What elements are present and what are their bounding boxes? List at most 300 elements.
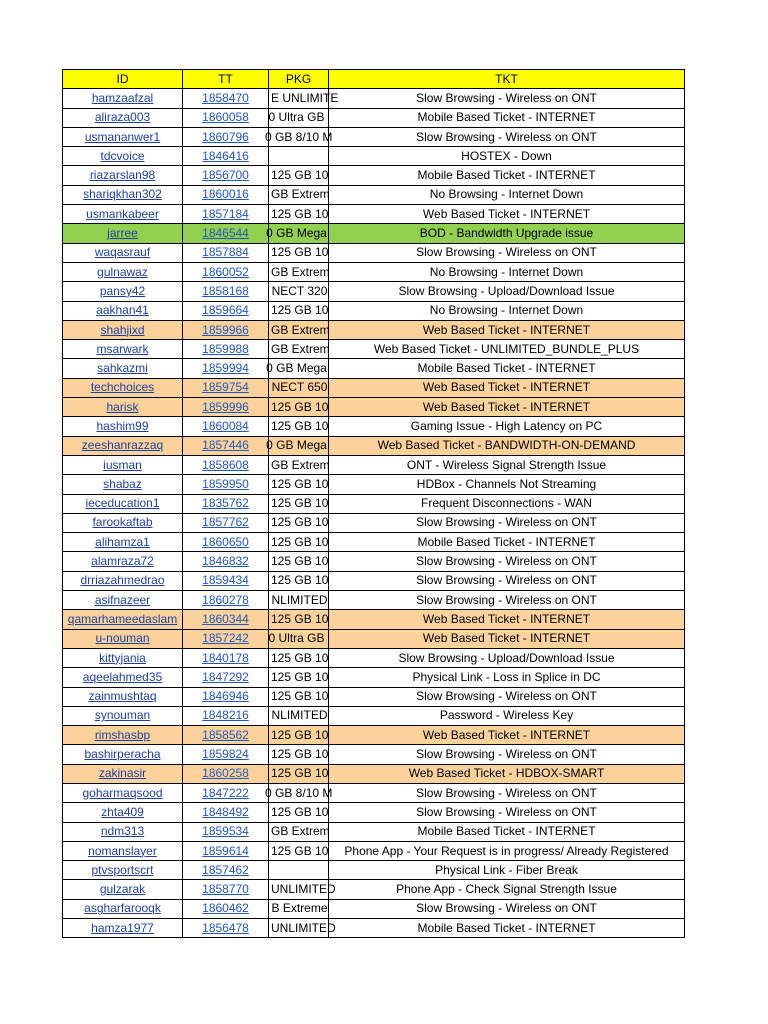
cell-pkg[interactable] [269, 262, 329, 281]
ticket-number-link[interactable]: 1859534 [202, 824, 249, 839]
cell-tkt[interactable] [329, 899, 685, 918]
cell-tt[interactable] [183, 822, 269, 841]
cell-tkt[interactable] [329, 417, 685, 436]
ticket-number-link[interactable]: 1848492 [202, 804, 249, 819]
cell-pkg[interactable] [269, 398, 329, 417]
cell-tkt[interactable] [329, 706, 685, 725]
cell-id[interactable] [63, 687, 183, 706]
cell-pkg[interactable] [269, 494, 329, 513]
package-text: 125 GB 10 [271, 206, 329, 221]
cell-tt[interactable] [183, 127, 269, 146]
package-text: 0 Ultra GB [268, 631, 325, 646]
cell-pkg[interactable] [269, 745, 329, 764]
cell-id[interactable] [63, 89, 183, 108]
cell-pkg[interactable] [269, 147, 329, 166]
cell-id[interactable] [63, 243, 183, 262]
user-id-link[interactable]: drriazahmedrao [80, 573, 165, 588]
cell-tkt[interactable] [329, 668, 685, 687]
table-row [63, 687, 685, 706]
cell-tt[interactable] [183, 320, 269, 339]
table-row [63, 764, 685, 783]
user-id-link[interactable]: bashirperacha [84, 747, 161, 762]
user-id-link[interactable]: riazarslan98 [89, 168, 156, 183]
cell-pkg[interactable] [269, 861, 329, 880]
cell-tt[interactable] [183, 359, 269, 378]
ticket-number-link[interactable]: 1857446 [202, 438, 249, 453]
package-text: 0 GB Mega [266, 361, 327, 376]
cell-tkt[interactable] [329, 687, 685, 706]
cell-pkg[interactable] [269, 301, 329, 320]
cell-tt[interactable] [183, 262, 269, 281]
cell-tt[interactable] [183, 610, 269, 629]
cell-id[interactable] [63, 803, 183, 822]
ticket-number-link[interactable]: 1847292 [202, 669, 249, 684]
user-id-link[interactable]: kittyjania [99, 650, 146, 665]
cell-id[interactable] [63, 127, 183, 146]
user-id-link[interactable]: hamza1977 [91, 920, 154, 935]
cell-tkt[interactable] [329, 262, 685, 281]
ticket-number-link[interactable]: 1846832 [202, 554, 249, 569]
cell-tt[interactable] [183, 552, 269, 571]
ticket-number-link[interactable]: 1857184 [202, 206, 249, 221]
cell-tt[interactable] [183, 764, 269, 783]
cell-tkt[interactable] [329, 513, 685, 532]
user-id-link[interactable]: hamzaafzal [91, 90, 154, 105]
cell-tt[interactable] [183, 243, 269, 262]
ticket-number-link[interactable]: 1848216 [202, 708, 249, 723]
package-text: GB Extrem [271, 341, 330, 356]
cell-pkg[interactable] [269, 340, 329, 359]
cell-id[interactable] [63, 417, 183, 436]
ticket-number-link[interactable]: 1847222 [202, 785, 249, 800]
cell-tt[interactable] [183, 455, 269, 474]
cell-tt[interactable] [183, 745, 269, 764]
ticket-number-link[interactable]: 1859754 [202, 380, 249, 395]
user-id-link[interactable]: aliraza003 [94, 110, 151, 125]
user-id-link[interactable]: shabaz [103, 476, 142, 491]
ticket-number-link[interactable]: 1860016 [202, 187, 249, 202]
cell-tt[interactable] [183, 378, 269, 397]
cell-pkg[interactable] [269, 166, 329, 185]
ticket-number-link[interactable]: 1857884 [202, 245, 249, 260]
cell-pkg[interactable] [269, 764, 329, 783]
cell-id[interactable] [63, 436, 183, 455]
cell-tt[interactable] [183, 687, 269, 706]
cell-id[interactable] [63, 591, 183, 610]
cell-id[interactable] [63, 880, 183, 899]
user-id-link[interactable]: iusman [103, 457, 142, 472]
cell-tkt[interactable] [329, 320, 685, 339]
ticket-number-link[interactable]: 1860462 [202, 901, 249, 916]
ticket-description: Physical Link - Loss in Splice in DC [412, 669, 601, 684]
user-id-link[interactable]: hashim99 [96, 418, 149, 433]
ticket-number-link[interactable]: 1860650 [202, 534, 249, 549]
cell-id[interactable] [63, 475, 183, 494]
cell-pkg[interactable] [269, 899, 329, 918]
cell-tkt[interactable] [329, 340, 685, 359]
ticket-number-link[interactable]: 1860278 [202, 592, 249, 607]
cell-tkt[interactable] [329, 648, 685, 667]
cell-id[interactable] [63, 359, 183, 378]
cell-pkg[interactable] [269, 726, 329, 745]
user-id-link[interactable]: alihamza1 [95, 534, 150, 549]
cell-tkt[interactable] [329, 822, 685, 841]
ticket-description: Slow Browsing - Upload/Download Issue [398, 650, 615, 665]
cell-tkt[interactable] [329, 166, 685, 185]
user-id-link[interactable]: u-nouman [95, 631, 150, 646]
package-text: 125 GB 10 [271, 650, 329, 665]
cell-tt[interactable] [183, 494, 269, 513]
table-body [63, 89, 685, 938]
ticket-description: Web Based Ticket - INTERNET [422, 322, 591, 337]
package-text: NECT 650 [271, 380, 328, 395]
package-text: 0 GB 8/10 M [265, 129, 333, 144]
ticket-number-link[interactable]: 1860258 [202, 766, 249, 781]
user-id-link[interactable]: usmananwer1 [84, 129, 161, 144]
ticket-description: Web Based Ticket - INTERNET [422, 631, 591, 646]
cell-tt[interactable] [183, 398, 269, 417]
cell-tt[interactable] [183, 841, 269, 860]
ticket-number-link[interactable]: 1835762 [202, 496, 249, 511]
cell-pkg[interactable] [269, 455, 329, 474]
cell-id[interactable] [63, 841, 183, 860]
cell-tkt[interactable] [329, 282, 685, 301]
cell-id[interactable] [63, 282, 183, 301]
cell-tkt[interactable] [329, 919, 685, 938]
package-text: 125 GB 10 [271, 245, 329, 260]
header-tt[interactable]: TT [183, 70, 269, 89]
cell-tkt[interactable] [329, 552, 685, 571]
cell-id[interactable] [63, 494, 183, 513]
cell-pkg[interactable] [269, 610, 329, 629]
cell-id[interactable] [63, 648, 183, 667]
cell-tt[interactable] [183, 803, 269, 822]
cell-tt[interactable] [183, 648, 269, 667]
cell-tt[interactable] [183, 919, 269, 938]
cell-id[interactable] [63, 899, 183, 918]
cell-pkg[interactable] [269, 320, 329, 339]
ticket-number-link[interactable]: 1859614 [202, 843, 249, 858]
cell-id[interactable] [63, 513, 183, 532]
ticket-number-link[interactable]: 1860058 [202, 110, 249, 125]
cell-id[interactable] [63, 185, 183, 204]
cell-tt[interactable] [183, 629, 269, 648]
cell-pkg[interactable] [266, 224, 329, 243]
user-id-link[interactable]: ndm313 [100, 824, 145, 839]
cell-pkg[interactable] [269, 513, 329, 532]
table-row [63, 282, 685, 301]
ticket-number-link[interactable]: 1859824 [202, 747, 249, 762]
cell-tt[interactable] [183, 899, 269, 918]
ticket-number-link[interactable]: 1860344 [202, 611, 249, 626]
cell-tt[interactable] [183, 475, 269, 494]
ticket-number-link[interactable]: 1859994 [202, 361, 249, 376]
cell-pkg[interactable] [269, 841, 329, 860]
cell-id[interactable] [63, 764, 183, 783]
cell-tt[interactable] [183, 706, 269, 725]
cell-pkg[interactable] [269, 629, 329, 648]
ticket-number-link[interactable]: 1858562 [202, 727, 249, 742]
cell-tkt[interactable] [329, 436, 685, 455]
cell-pkg[interactable] [269, 533, 329, 552]
cell-tt[interactable] [183, 726, 269, 745]
ticket-number-link[interactable]: 1860052 [202, 264, 249, 279]
ticket-number-link[interactable]: 1857242 [202, 631, 249, 646]
cell-id[interactable] [63, 398, 183, 417]
user-id-link[interactable]: harisk [106, 399, 139, 414]
cell-id[interactable] [63, 552, 183, 571]
cell-pkg[interactable] [269, 185, 329, 204]
ticket-number-link[interactable]: 1857762 [202, 515, 249, 530]
cell-tkt[interactable] [329, 533, 685, 552]
cell-tkt[interactable] [329, 301, 685, 320]
cell-pkg[interactable] [266, 436, 329, 455]
user-id-link[interactable]: zhta409 [101, 804, 144, 819]
cell-id[interactable] [63, 378, 183, 397]
ticket-number-link[interactable]: 1859434 [202, 573, 249, 588]
cell-id[interactable] [63, 571, 183, 590]
cell-tkt[interactable] [329, 205, 685, 224]
table-row [63, 475, 685, 494]
user-id-link[interactable]: zeeshanrazzaq [81, 438, 164, 453]
user-id-link[interactable]: rimshasbp [94, 727, 151, 742]
cell-tt[interactable] [183, 108, 269, 127]
cell-tt[interactable] [183, 591, 269, 610]
ticket-number-link[interactable]: 1846416 [202, 148, 249, 163]
cell-tt[interactable] [183, 340, 269, 359]
cell-tkt[interactable] [329, 185, 685, 204]
cell-tkt[interactable] [329, 880, 685, 899]
user-id-link[interactable]: gulzarak [99, 882, 146, 897]
table-row [63, 726, 685, 745]
cell-pkg[interactable] [269, 89, 339, 108]
cell-tt[interactable] [183, 185, 269, 204]
user-id-link[interactable]: alamraza72 [91, 554, 154, 569]
cell-pkg[interactable] [269, 706, 329, 725]
cell-pkg[interactable] [269, 822, 329, 841]
table-row [63, 320, 685, 339]
ticket-number-link[interactable]: 1859988 [202, 341, 249, 356]
cell-tkt[interactable] [329, 127, 685, 146]
ticket-description: Web Based Ticket - UNLIMITED_BUNDLE_PLUS [373, 341, 640, 356]
cell-tkt[interactable] [329, 89, 685, 108]
user-id-link[interactable]: usmankabeer [86, 206, 159, 221]
user-id-link[interactable]: aakhan41 [96, 303, 149, 318]
user-id-link[interactable]: aqeelahmed35 [82, 669, 163, 684]
cell-pkg[interactable] [269, 668, 329, 687]
table-row [63, 340, 685, 359]
cell-tkt[interactable] [329, 571, 685, 590]
ticket-number-link[interactable]: 1846946 [202, 689, 249, 704]
ticket-number-link[interactable]: 1860796 [202, 129, 249, 144]
ticket-number-link[interactable]: 1840178 [202, 650, 249, 665]
cell-pkg[interactable] [269, 552, 329, 571]
cell-tkt[interactable] [329, 783, 685, 802]
cell-id[interactable] [63, 783, 183, 802]
cell-tt[interactable] [183, 880, 269, 899]
ticket-number-link[interactable]: 1856700 [202, 168, 249, 183]
cell-tkt[interactable] [329, 224, 685, 243]
ticket-number-link[interactable]: 1859996 [202, 399, 249, 414]
user-id-link[interactable]: zakinasir [98, 766, 147, 781]
cell-pkg[interactable] [269, 108, 329, 127]
ticket-number-link[interactable]: 1858168 [202, 283, 249, 298]
cell-pkg[interactable] [269, 591, 329, 610]
cell-pkg[interactable] [269, 687, 329, 706]
user-id-link[interactable]: msarwark [96, 341, 149, 356]
table-row [63, 591, 685, 610]
cell-pkg[interactable] [269, 571, 329, 590]
cell-pkg[interactable] [269, 282, 329, 301]
header-pkg[interactable]: PKG [269, 70, 329, 89]
cell-id[interactable] [63, 533, 183, 552]
ticket-number-link[interactable]: 1859966 [202, 322, 249, 337]
user-id-link[interactable]: asifnazeer [94, 592, 151, 607]
cell-tkt[interactable] [329, 475, 685, 494]
package-text: 125 GB 10 [271, 727, 329, 742]
header-tkt[interactable]: TKT [329, 70, 685, 89]
cell-pkg[interactable] [269, 475, 329, 494]
user-id-link[interactable]: shariqkhan302 [83, 187, 162, 202]
cell-tkt[interactable] [329, 147, 685, 166]
ticket-description: Web Based Ticket - INTERNET [422, 611, 591, 626]
header-id[interactable]: ID [63, 70, 183, 89]
ticket-number-link[interactable]: 1846544 [202, 226, 249, 241]
cell-tt[interactable] [183, 668, 269, 687]
cell-id[interactable] [63, 706, 183, 725]
ticket-number-link[interactable]: 1859950 [202, 476, 249, 491]
cell-tkt[interactable] [329, 745, 685, 764]
cell-id[interactable] [63, 745, 183, 764]
user-id-link[interactable]: nomanslayer [88, 843, 157, 858]
user-id-link[interactable]: sahkazmi [97, 361, 148, 376]
user-id-link[interactable]: waqasrauf [94, 245, 151, 260]
ticket-number-link[interactable]: 1858770 [202, 882, 249, 897]
cell-tt[interactable] [183, 533, 269, 552]
cell-tkt[interactable] [329, 108, 685, 127]
ticket-number-link[interactable]: 1858608 [202, 457, 249, 472]
cell-pkg[interactable] [269, 803, 329, 822]
cell-id[interactable] [63, 629, 183, 648]
cell-tt[interactable] [183, 301, 269, 320]
cell-tt[interactable] [183, 89, 269, 108]
ticket-number-link[interactable]: 1859664 [202, 303, 249, 318]
user-id-link[interactable]: asgharfarooqk [84, 901, 161, 916]
cell-pkg[interactable] [269, 417, 329, 436]
cell-pkg[interactable] [269, 243, 329, 262]
cell-tkt[interactable] [329, 861, 685, 880]
cell-pkg[interactable] [269, 648, 329, 667]
cell-tt[interactable] [183, 205, 269, 224]
cell-tt[interactable] [183, 224, 269, 243]
table-row [63, 841, 685, 860]
cell-tt[interactable] [183, 282, 269, 301]
user-id-link[interactable]: shahjixd [100, 322, 145, 337]
cell-pkg[interactable] [269, 880, 336, 899]
cell-id[interactable] [63, 822, 183, 841]
cell-id[interactable] [63, 919, 183, 938]
cell-tt[interactable] [183, 513, 269, 532]
cell-id[interactable] [63, 262, 183, 281]
cell-pkg[interactable] [265, 127, 333, 146]
cell-tkt[interactable] [329, 610, 685, 629]
cell-tkt[interactable] [329, 398, 685, 417]
cell-id[interactable] [63, 108, 183, 127]
cell-id[interactable] [63, 610, 183, 629]
ticket-description: Mobile Based Ticket - INTERNET [417, 534, 596, 549]
cell-tt[interactable] [183, 166, 269, 185]
cell-tt[interactable] [183, 436, 269, 455]
user-id-link[interactable]: ptvsportscrt [91, 862, 154, 877]
cell-tt[interactable] [183, 147, 269, 166]
user-id-link[interactable]: techchoices [90, 380, 155, 395]
cell-pkg[interactable] [269, 919, 336, 938]
package-text: 0 GB Mega [266, 438, 327, 453]
cell-pkg[interactable] [269, 205, 329, 224]
cell-pkg[interactable] [269, 378, 329, 397]
ticket-number-link[interactable]: 1856478 [202, 920, 249, 935]
ticket-number-link[interactable]: 1857462 [202, 862, 249, 877]
cell-tkt[interactable] [329, 455, 685, 474]
cell-id[interactable] [63, 726, 183, 745]
cell-pkg[interactable] [265, 783, 333, 802]
cell-tt[interactable] [183, 571, 269, 590]
user-id-link[interactable]: farookaftab [92, 515, 153, 530]
user-id-link[interactable]: pansy42 [99, 283, 146, 298]
table-row [63, 127, 685, 146]
cell-id[interactable] [63, 301, 183, 320]
cell-tkt[interactable] [329, 803, 685, 822]
cell-tkt[interactable] [329, 378, 685, 397]
cell-tkt[interactable] [329, 359, 685, 378]
cell-tkt[interactable] [329, 494, 685, 513]
user-id-link[interactable]: zainmushtaq [88, 689, 157, 704]
cell-id[interactable] [63, 205, 183, 224]
cell-tt[interactable] [183, 417, 269, 436]
cell-id[interactable] [63, 320, 183, 339]
cell-id[interactable] [63, 668, 183, 687]
user-id-link[interactable]: qamarhameedaslam [67, 611, 178, 626]
cell-tkt[interactable] [329, 243, 685, 262]
cell-tt[interactable] [183, 861, 269, 880]
package-text: 125 GB 10 [271, 689, 329, 704]
cell-tkt[interactable] [329, 841, 685, 860]
cell-tkt[interactable] [329, 629, 685, 648]
cell-tkt[interactable] [329, 591, 685, 610]
user-id-link[interactable]: goharmaqsood [82, 785, 163, 800]
ticket-number-link[interactable]: 1860084 [202, 418, 249, 433]
cell-id[interactable] [63, 340, 183, 359]
package-text: 125 GB 10 [271, 168, 329, 183]
user-id-link[interactable]: gulnawaz [97, 264, 148, 279]
ticket-number-link[interactable]: 1858470 [202, 90, 249, 105]
user-id-link[interactable]: ieceducation1 [85, 496, 160, 511]
user-id-link[interactable]: tdcvoice [100, 148, 145, 163]
table-row [63, 166, 685, 185]
cell-pkg[interactable] [266, 359, 329, 378]
ticket-description: Mobile Based Ticket - INTERNET [417, 110, 596, 125]
cell-id[interactable] [63, 224, 183, 243]
cell-id[interactable] [63, 166, 183, 185]
cell-tt[interactable] [183, 783, 269, 802]
cell-tkt[interactable] [329, 726, 685, 745]
cell-id[interactable] [63, 455, 183, 474]
cell-id[interactable] [63, 147, 183, 166]
user-id-link[interactable]: jarree [107, 226, 138, 241]
user-id-link[interactable]: synouman [94, 708, 151, 723]
cell-id[interactable] [63, 861, 183, 880]
cell-tkt[interactable] [329, 764, 685, 783]
